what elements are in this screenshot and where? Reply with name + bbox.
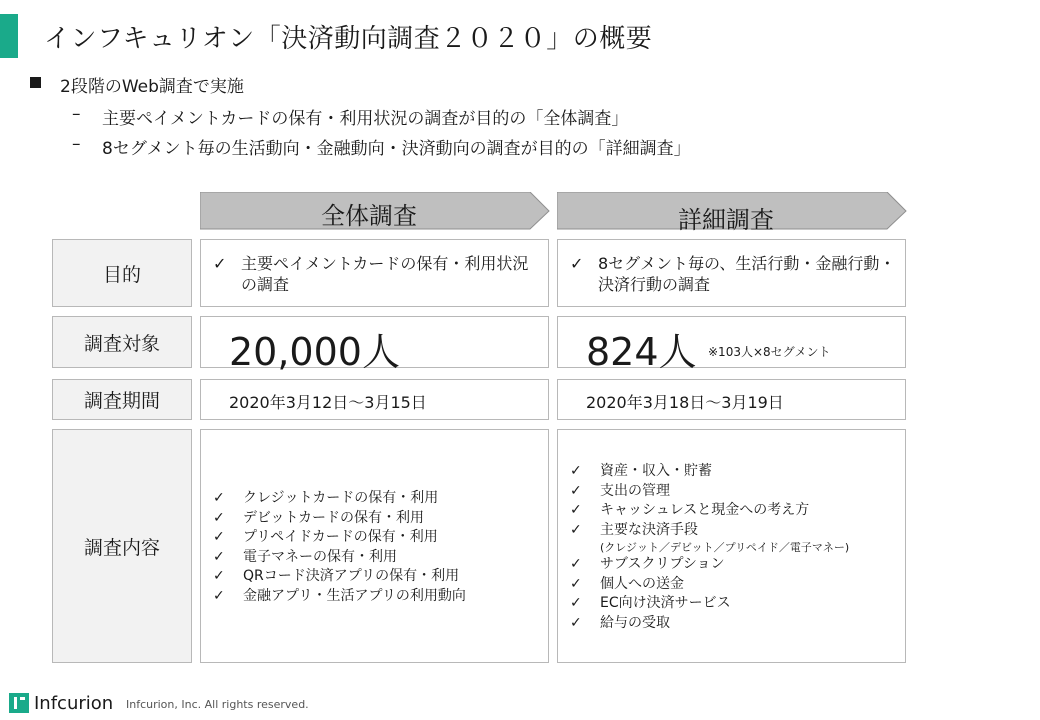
checkmark-icon: ✓	[570, 556, 582, 572]
row-label-period: 調査期間	[52, 379, 192, 420]
overall-target-cell	[200, 316, 549, 374]
checkmark-icon: ✓	[570, 614, 582, 631]
detail-target-value: 824人	[586, 330, 697, 374]
list-item: ✓ クレジットカードの保有・利用	[213, 489, 466, 509]
overall-purpose-line2: の調査	[241, 274, 290, 294]
list-item: ✓ 個人への送金	[570, 575, 849, 595]
checkmark-icon: ✓	[570, 502, 582, 518]
column-header-overall	[200, 192, 550, 230]
column-header-label: 全体調査	[321, 202, 417, 230]
detail-period-cell	[557, 379, 906, 420]
checkmark-icon: ✓	[213, 548, 225, 565]
list-item: ✓ デビットカードの保有・利用	[213, 509, 466, 529]
bullet-square-icon	[30, 77, 41, 88]
checkmark-icon: ✓	[570, 521, 582, 538]
detail-purpose-cell	[557, 239, 906, 307]
checkmark-icon: ✓	[213, 509, 225, 526]
dash-icon: –	[72, 104, 81, 124]
bullet-main: 2段階のWeb調査で実施	[60, 77, 244, 97]
detail-target-cell	[557, 316, 906, 374]
list-item: ✓ 金融アプリ・生活アプリの利用動向	[213, 587, 466, 607]
checkmark-icon: ✓	[213, 490, 225, 506]
bullet-sub-detail: 8セグメント毎の生活動向・金融動向・決済動向の調査が目的の「詳細調査」	[102, 139, 691, 159]
checkmark-icon: ✓	[570, 482, 582, 499]
overall-target-value: 20,000人	[229, 330, 400, 374]
detail-period-value: 2020年3月18日～3月19日	[586, 393, 784, 412]
detail-purpose-line1: 8セグメント毎の、生活行動・金融行動・	[598, 254, 896, 273]
list-item: ✓ キャッシュレスと現金への考え方	[570, 501, 849, 521]
column-header-detail	[557, 192, 907, 234]
detail-content-cell	[557, 429, 906, 663]
detail-target-note: ※103人×8セグメント	[708, 345, 831, 359]
checkmark-icon: ✓	[570, 463, 582, 479]
page-title: インフキュリオン「決済動向調査２０２０」の概要	[44, 24, 653, 54]
list-item: ✓ サブスクリプション	[570, 555, 849, 575]
title-accent-bar	[0, 14, 18, 58]
infcurion-logo-icon	[8, 692, 30, 714]
overall-period-cell	[200, 379, 549, 420]
checkmark-icon: ✓	[213, 529, 225, 545]
dash-icon: –	[72, 134, 81, 154]
list-item: ✓ EC向け決済サービス	[570, 594, 849, 614]
list-item: ✓ 資産・収入・貯蓄	[570, 462, 849, 482]
list-item: ✓ 支出の管理	[570, 482, 849, 502]
list-item: ✓ 電子マネーの保有・利用	[213, 548, 466, 568]
detail-content-note: (クレジット／デビット／プリペイド／電子マネー)	[600, 541, 850, 554]
list-item: ✓ 主要な決済手段	[570, 521, 849, 541]
checkmark-icon: ✓	[570, 575, 582, 592]
footer-copyright: Infcurion, Inc. All rights reserved.	[126, 698, 309, 711]
footer-logo	[8, 692, 113, 714]
list-item: ✓ 給与の受取	[570, 614, 849, 634]
column-header-label: 詳細調査	[678, 206, 774, 234]
bullet-sub-overall: 主要ペイメントカードの保有・利用状況の調査が目的の「全体調査」	[102, 109, 629, 129]
detail-purpose-line2: 決済行動の調査	[598, 274, 711, 294]
checkmark-icon: ✓	[213, 568, 225, 584]
overall-content-list	[213, 489, 466, 606]
list-item: ✓ プリペイドカードの保有・利用	[213, 528, 466, 548]
checkmark-icon: ✓	[213, 254, 227, 273]
overall-purpose-line1: 主要ペイメントカードの保有・利用状況	[241, 254, 529, 273]
checkmark-icon: ✓	[570, 254, 584, 273]
footer-brand: Infcurion	[34, 692, 114, 714]
detail-content-list	[570, 462, 849, 633]
row-label-target: 調査対象	[52, 316, 192, 368]
row-label-purpose: 目的	[52, 239, 192, 307]
overall-period-value: 2020年3月12日～3月15日	[229, 393, 427, 412]
row-label-content: 調査内容	[52, 429, 192, 663]
overall-purpose-cell	[200, 239, 549, 307]
list-item: ✓ QRコード決済アプリの保有・利用	[213, 567, 466, 587]
overall-content-cell	[200, 429, 549, 663]
checkmark-icon: ✓	[570, 595, 582, 611]
checkmark-icon: ✓	[213, 587, 225, 604]
